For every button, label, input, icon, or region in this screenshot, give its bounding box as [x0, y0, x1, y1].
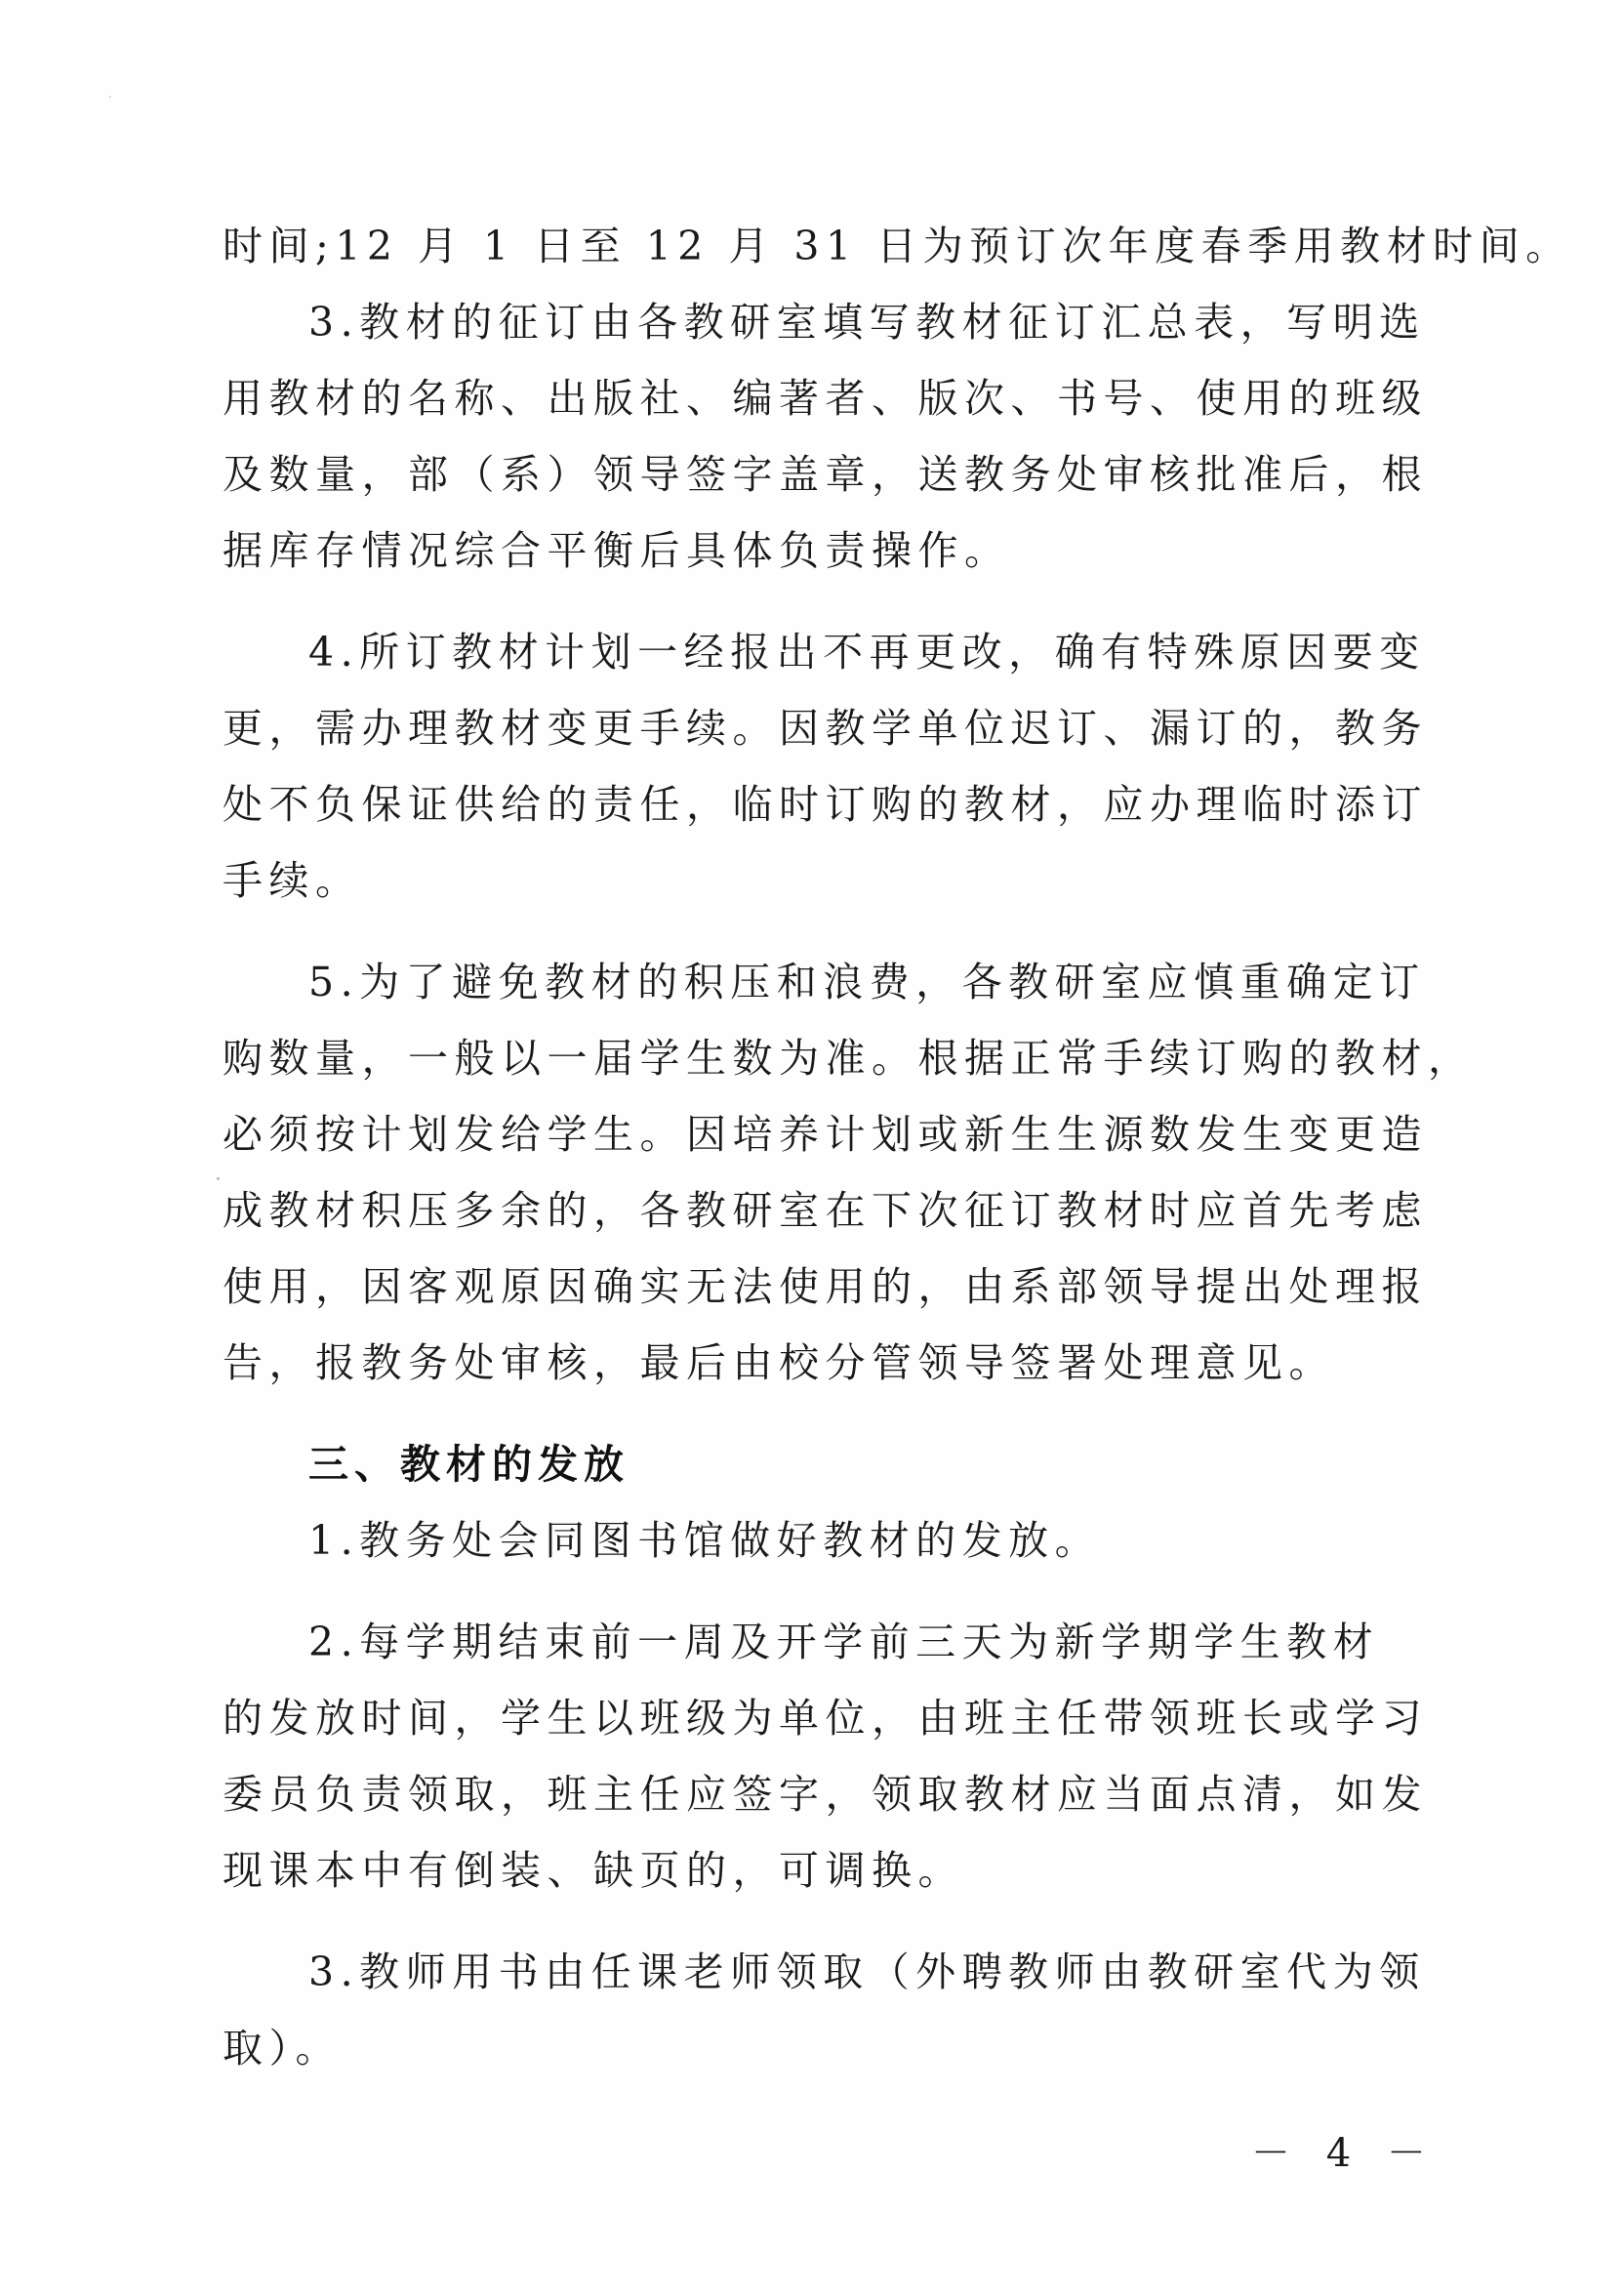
section-heading: 三、教材的发放 — [308, 1441, 629, 1488]
paragraph-line: 购数量，一般以一届学生数为准。根据正常手续订购的教材， — [223, 1035, 1475, 1082]
paragraph-line: 告，报教务处审核，最后由校分管领导签署处理意见。 — [223, 1339, 1335, 1386]
paragraph-line: 处不负保证供给的责任，临时订购的教材，应办理临时添订 — [223, 781, 1428, 828]
paragraph-line: 必须按计划发给学生。因培养计划或新生生源数发生变更造 — [223, 1111, 1428, 1158]
paragraph-line: 的发放时间，学生以班级为单位，由班主任带领班长或学习 — [223, 1695, 1428, 1742]
paragraph-line: 使用，因客观原因确实无法使用的，由系部领导提出处理报 — [223, 1263, 1428, 1310]
paragraph-line: 及数量，部（系）领导签字盖章，送教务处审核批准后，根 — [223, 451, 1428, 498]
paragraph-line: 3.教师用书由任课老师领取（外聘教师由教研室代为领 — [308, 1948, 1426, 1995]
page-number: － 4 － — [1251, 2131, 1438, 2176]
scan-speck — [109, 96, 111, 98]
paragraph-line: 据库存情况综合平衡后具体负责操作。 — [223, 527, 1011, 574]
paragraph-line: 成教材积压多余的，各教研室在下次征订教材时应首先考虑 — [223, 1187, 1428, 1234]
paragraph-line: 取）。 — [223, 2025, 342, 2071]
paragraph-line: 用教材的名称、出版社、编著者、版次、书号、使用的班级 — [223, 375, 1428, 422]
scan-speck — [217, 1177, 220, 1180]
paragraph-line: 1.教务处会同图书馆做好教材的发放。 — [308, 1517, 1102, 1564]
paragraph-line: 手续。 — [223, 857, 362, 904]
paragraph-line: 3.教材的征订由各教研室填写教材征订汇总表，写明选 — [308, 299, 1426, 346]
paragraph-line: 现课本中有倒装、缺页的，可调换。 — [223, 1847, 964, 1894]
paragraph-line: 4.所订教材计划一经报出不再更改，确有特殊原因要变 — [308, 629, 1426, 676]
paragraph-line: 2.每学期结束前一周及开学前三天为新学期学生教材 — [308, 1619, 1380, 1665]
paragraph-line: 更，需办理教材变更手续。因教学单位迟订、漏订的，教务 — [223, 705, 1428, 752]
paragraph-line: 委员负责领取，班主任应签字，领取教材应当面点清，如发 — [223, 1771, 1428, 1818]
paragraph-line: 5.为了避免教材的积压和浪费，各教研室应慎重确定订 — [308, 959, 1426, 1005]
paragraph-line: 时间;12 月 1 日至 12 月 31 日为预订次年度春季用教材时间。 — [223, 223, 1572, 269]
